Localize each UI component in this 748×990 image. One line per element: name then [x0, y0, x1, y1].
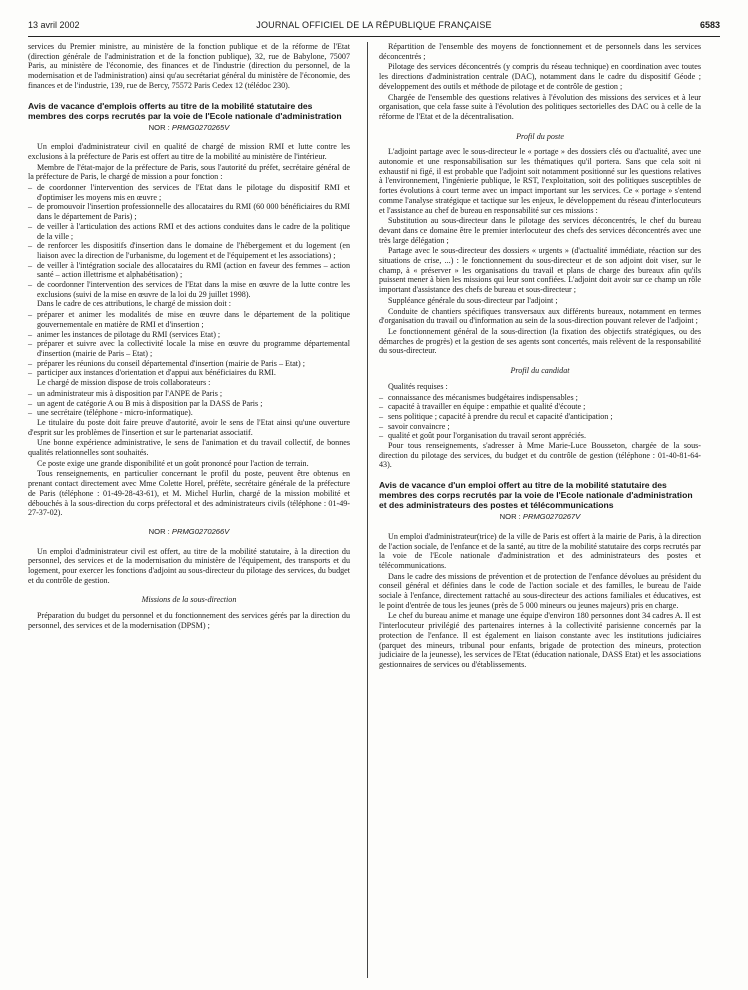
- list-item: – de coordonner l'intervention des services de l'Etat dans le pilotage du dispositif RMI et d'optimiser les moyens mis en œuvre ;: [28, 183, 350, 202]
- left-column: [28, 42, 350, 632]
- list-item: – un administrateur mis à disposition par l'ANPE de Paris ;: [28, 389, 350, 399]
- list-item: – de promouvoir l'insertion professionnelle des allocataires du RMI (60 000 bénéficiaires du RMI dans le département de Paris) ;: [28, 202, 350, 221]
- paragraph: Le chef du bureau anime et manage une équipe d'environ 180 personnes dont 34 cadres A. Il est l'interlocuteur privilégié des partenaires internes à la collectivité parisienne concernés par la protection de l'enfance. Il est également en liaison constante avec les institutions judiciaires (parquet des mineurs, tribunal pour enfants, brigade de protection des mineurs, protection judiciaire de la jeunesse), les services de l'Etat (éducation nationale, DASS Etat) et les associations gestionnaires de services ou d'établissements.: [379, 611, 701, 669]
- notice-title: Avis de vacance d'un emploi offert au titre de la mobilité statutaire des membres des corps recrutés par la voie de l'Ecole nationale d'administration et des administrateurs des postes et télécommunications: [379, 480, 693, 511]
- right-column: [379, 42, 701, 671]
- nor-reference: [379, 512, 701, 522]
- list-item: – préparer et suivre avec la collectivité locale la mise en œuvre du programme départemental d'insertion (mairie de Paris – Etat) ;: [28, 339, 350, 358]
- paragraph: Un emploi d'administrateur civil en qualité de chargé de mission RMI et lutte contre les exclusions à la préfecture de Paris est offert au titre de la mobilité au ministère de l'intérieur.: [28, 142, 350, 161]
- column-separator: [367, 42, 368, 978]
- list-item: – de coordonner l'intervention des services de l'Etat dans la mise en œuvre de la lutte contre les exclusions (suivi de la mise en œuvre de la loi du 29 juillet 1998).: [28, 280, 350, 299]
- header-date: 13 avril 2002: [28, 20, 80, 30]
- paragraph: Un emploi d'administrateur(trice) de la ville de Paris est offert à la mairie de Paris, à la direction de l'action sociale, de l'enfance et de la santé, au titre de la mobilité statutaire des corps recrutés par la voie de l'Ecole nationale d'administration et des administrateurs des postes et télécommunications.: [379, 531, 701, 570]
- paragraph: Partage avec le sous-directeur des dossiers « urgents » (d'actualité immédiate, réaction sur des situations de crise, ...) : le fonctionnement du sous-directeur et de son adjoint doit viser, sur le champ, à « préserver » les organisations du travail et plans de charge des bureaux afin qu'ils puissent mener à bien les missions qui leur sont confiées. L'adjoint doit avoir sur ce champ un rôle important d'assistance des chefs de bureau et sous-directeur ;: [379, 246, 701, 295]
- header-page-number: 6583: [699, 20, 720, 30]
- list-item: – participer aux instances d'orientation et d'appui aux bénéficiaires du RMI.: [28, 368, 350, 378]
- duty-list: [28, 183, 350, 299]
- paragraph: Tous renseignements, en particulier concernant le profil du poste, peuvent être obtenus en prenant contact directement avec Mme Colette Horel, préfète, secrétaire générale de la préfecture de Paris (téléphone : 01-49-28-43-61), et M. Michel Hurlin, chargé de la mission mobilité et débouchés à la sous-direction du corps préfectoral et des administrateurs civils (téléphone : 01-49-27-37-02).: [28, 469, 350, 518]
- paragraph: Suppléance générale du sous-directeur par l'adjoint ;: [388, 295, 558, 305]
- section-subtitle: Profil du candidat: [510, 366, 570, 376]
- paragraph: Substitution au sous-directeur dans le pilotage des services déconcentrés, le chef du bureau devant dans ce domaine être le premier interlocuteur des chefs des services déconcentrés avec une très large délégation ;: [379, 216, 701, 245]
- list-item: – une secrétaire (téléphone - micro-informatique).: [28, 408, 350, 418]
- nor-code: PRMG0270267V: [522, 512, 581, 522]
- nor-code: PRMG0270265V: [171, 122, 230, 132]
- list-item: – un agent de catégorie A ou B mis à disposition par la DASS de Paris ;: [28, 399, 350, 409]
- list-item: – de veiller à l'intégration sociale des allocataires du RMI (action en faveur des femmes – action santé – action illettrisme et alphabétisation) ;: [28, 261, 350, 280]
- list-item: – animer les instances de pilotage du RMI (services Etat) ;: [28, 330, 350, 340]
- paragraph: Répartition de l'ensemble des moyens de fonctionnement et de personnels dans les services déconcentrés ;: [379, 42, 701, 61]
- paragraph: services du Premier ministre, au ministère de la fonction publique et de la réforme de l'Etat (direction générale de l'administration et de la fonction publique), 32, rue de Babylone, 75007 Paris, au ministère de l'économie, des finances et de l'industrie (direction du personnel, de la modernisation et de l'administration) ainsi qu'au secrétariat général du ministère de l'économie, des finances et de l'industrie, 139, rue de Bercy, 75572 Paris Cedex 12 (télédoc 230).: [28, 42, 350, 90]
- list-item: – de veiller à l'articulation des actions RMI et des actions conduites dans le cadre de la politique de la ville ;: [28, 222, 350, 241]
- list-item: – préparer et animer les modalités de mise en œuvre dans le département de la politique gouvernementale en matière de RMI et d'insertion ;: [28, 310, 350, 329]
- header-journal-title: JOURNAL OFFICIEL DE LA RÉPUBLIQUE FRANÇAISE: [256, 20, 492, 30]
- paragraph: Qualités requises :: [388, 381, 448, 391]
- task-list: [28, 310, 350, 378]
- paragraph: Préparation du budget du personnel et du fonctionnement des services gérés par la direction du personnel, des services et de la modernisation (DPSM) ;: [28, 611, 350, 630]
- paragraph: Membre de l'état-major de la préfecture de Paris, sous l'autorité du préfet, secrétaire général de la préfecture de Paris, le chargé de mission a pour fonction :: [28, 162, 350, 182]
- notice-title: Avis de vacance d'emplois offerts au titre de la mobilité statutaire des membres des corps recrutés par la voie de l'Ecole nationale d'administration: [28, 100, 342, 121]
- paragraph: Ce poste exige une grande disponibilité et un goût prononcé pour l'action de terrain.: [37, 458, 309, 468]
- paragraph: Dans le cadre de ces attributions, le chargé de mission doit :: [37, 299, 232, 309]
- paragraph: Pilotage des services déconcentrés (y compris du réseau technique) en coordination avec toutes les directions d'administration centrale (DAC), notamment dans le cadre du dispositif Géode ; développement des outils et méthode de pilotage et de contrôle de gestion ;: [379, 62, 701, 91]
- header-rule: [28, 36, 720, 37]
- nor-label: NOR :: [148, 122, 170, 132]
- section-subtitle: Profil du poste: [516, 131, 564, 141]
- staff-list: [28, 389, 350, 418]
- list-item: – savoir convaincre ;: [379, 422, 701, 432]
- list-item: – préparer les réunions du conseil départemental d'insertion (mairie de Paris – Etat) ;: [28, 359, 350, 369]
- nor-code: PRMG0270266V: [171, 526, 230, 536]
- page-header: [28, 20, 720, 34]
- section-subtitle: Missions de la sous-direction: [141, 595, 237, 605]
- paragraph: Pour tous renseignements, s'adresser à Mme Marie-Luce Bousseton, chargée de la sous-direction du pilotage des services, du budget et du contrôle de gestion (téléphone : 01-40-81-64-43).: [379, 441, 701, 470]
- nor-label: NOR :: [499, 512, 521, 522]
- paragraph: Un emploi d'administrateur civil est offert, au titre de la mobilité statutaire, à la direction du personnel, des services et de la modernisation du ministère de l'équipement, des transports et du logement, pour exercer les fonctions d'adjoint au sous-directeur du pilotage des services, du budget et du contrôle de gestion.: [28, 546, 350, 585]
- paragraph: L'adjoint partage avec le sous-directeur le « portage » des dossiers clés ou d'actualité, avec une autonomie et une responsabilisation sur les thématiques qu'il portera. Sans que cela soit ni exhaustif ni figé, il est probable que l'adjoint soit notamment positionné sur les questions relatives à l'environnement, l'ingénierie publique, le RST, l'exploitation, soit des politiques susceptibles de fortes évolutions à court terme avec un impact important sur les services. Ce « portage » s'entend comme l'analyse stratégique et tactique sur les enjeux, le développement du réseau d'interlocuteurs et l'assistance au chef de bureau en responsabilité sur ces missions :: [379, 147, 701, 215]
- paragraph: Conduite de chantiers spécifiques transversaux aux différents bureaux, notamment en termes d'organisation du travail ou d'information au sein de la sous-direction pouvant relever de l'adjoint ;: [379, 306, 701, 326]
- list-item: – qualité et goût pour l'organisation du travail seront appréciés.: [379, 431, 701, 441]
- paragraph: Dans le cadre des missions de prévention et de protection de l'enfance dévolues au président du conseil général et définies dans le code de l'action sociale et des familles, le bureau de l'aide sociale à l'enfance, directement rattaché au sous-directeur des actions familiales et éducatives, est le point d'entrée de tous les jeunes (près de 5 000 mineurs ou jeunes majeurs) pris en charge.: [379, 571, 701, 610]
- list-item: – sens politique ; capacité à prendre du recul et capacité d'anticipation ;: [379, 412, 701, 422]
- qualities-list: [379, 393, 701, 442]
- paragraph: Le titulaire du poste doit faire preuve d'autorité, avoir le sens de l'Etat ainsi qu'une ouverture d'esprit sur les problèmes de l'insertion et sur le partenariat associatif.: [28, 417, 350, 437]
- nor-reference: [28, 123, 350, 133]
- list-item: – de renforcer les dispositifs d'insertion dans le domaine de l'hébergement et du logement (en liaison avec la direction de l'urbanisme, du logement et de l'équipement et les associations) ;: [28, 241, 350, 260]
- paragraph: Une bonne expérience administrative, le sens de l'animation et du travail collectif, de bonnes qualités relationnelles sont souhaités.: [28, 438, 350, 458]
- paragraph: Le chargé de mission dispose de trois collaborateurs :: [37, 378, 211, 388]
- list-item: – capacité à travailler en équipe : empathie et qualité d'écoute ;: [379, 402, 701, 412]
- paragraph: Chargée de l'ensemble des questions relatives à l'évolution des missions des services et à leur organisation, que cela fasse suite à l'évolution des politiques sectorielles des DAC ou à celle de la réforme de l'Etat et de la décentralisation.: [379, 92, 701, 121]
- nor-label: NOR :: [148, 526, 170, 536]
- nor-reference: [28, 527, 350, 537]
- paragraph: Le fonctionnement général de la sous-direction (la fixation des objectifs stratégiques, ou des démarches de progrès) et la gestion de ses agents sont concertés, mais relèvent de la responsabilité du sous-directeur.: [379, 326, 701, 356]
- list-item: – connaissance des mécanismes budgétaires indispensables ;: [379, 393, 701, 403]
